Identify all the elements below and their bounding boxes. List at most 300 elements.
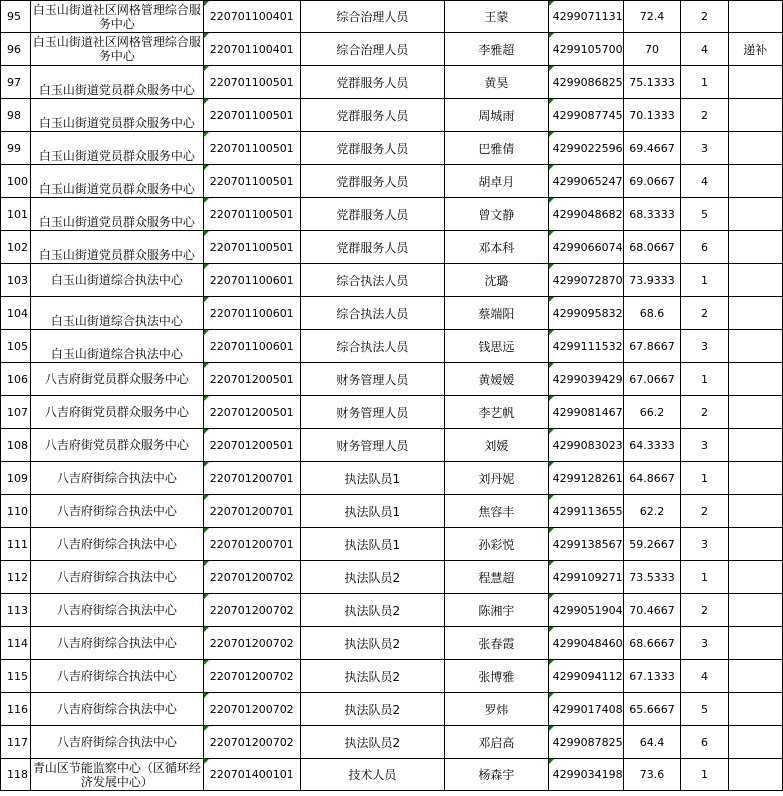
position-cell[interactable]	[300, 1, 444, 33]
exam-number-cell[interactable]	[548, 33, 623, 66]
position-cell[interactable]	[300, 363, 444, 396]
unit-cell[interactable]	[30, 363, 203, 396]
row-number-text: 107	[7, 405, 28, 419]
exam-number-cell[interactable]	[548, 363, 623, 396]
table-row[interactable]	[1, 528, 783, 561]
rank-cell[interactable]	[681, 660, 728, 693]
unit-cell[interactable]	[30, 396, 203, 429]
rank-text: 1	[700, 372, 708, 386]
position-code-cell[interactable]	[203, 33, 300, 66]
position-code-text: 220701200701	[209, 504, 294, 518]
candidate-name-text: 张春霞	[478, 636, 515, 651]
candidate-name-cell[interactable]	[445, 297, 549, 330]
unit-text: 白玉山街道党员群众服务中心	[38, 83, 195, 97]
candidate-name-cell[interactable]	[445, 363, 549, 396]
position-cell[interactable]	[300, 297, 444, 330]
position-cell[interactable]	[300, 132, 444, 165]
rank-cell[interactable]	[681, 561, 728, 594]
position-text: 党群服务人员	[336, 207, 409, 222]
score-cell[interactable]	[623, 33, 681, 66]
row-number-cell[interactable]	[1, 495, 31, 528]
position-code-text: 220701100501	[209, 141, 294, 155]
row-number-text: 102	[7, 240, 28, 254]
position-code-cell[interactable]	[203, 264, 300, 297]
row-number-text: 113	[7, 603, 28, 617]
note-cell[interactable]	[728, 396, 782, 429]
note-cell[interactable]	[728, 264, 782, 297]
score-cell[interactable]	[623, 198, 681, 231]
position-code-cell[interactable]	[203, 297, 300, 330]
exam-number-cell[interactable]	[548, 231, 623, 264]
note-cell[interactable]	[728, 495, 782, 528]
row-number-cell[interactable]	[1, 165, 31, 198]
rank-cell[interactable]	[681, 132, 728, 165]
table-row[interactable]	[1, 495, 783, 528]
position-cell[interactable]	[300, 99, 444, 132]
position-code-cell[interactable]	[203, 132, 300, 165]
note-cell[interactable]	[728, 429, 782, 462]
row-number-cell[interactable]	[1, 330, 31, 363]
unit-cell[interactable]	[30, 660, 203, 693]
note-cell[interactable]	[728, 66, 782, 99]
rank-cell[interactable]	[681, 429, 728, 462]
row-number-text: 110	[7, 504, 28, 518]
unit-cell[interactable]	[30, 165, 203, 198]
candidate-name-cell[interactable]	[445, 627, 549, 660]
candidate-name-cell[interactable]	[445, 726, 549, 759]
rank-cell[interactable]	[681, 396, 728, 429]
table-row[interactable]	[1, 363, 783, 396]
score-cell[interactable]	[623, 231, 681, 264]
score-text: 75.1333	[629, 75, 675, 89]
note-text: 递补	[743, 42, 768, 57]
rank-cell[interactable]	[681, 495, 728, 528]
score-cell[interactable]	[623, 561, 681, 594]
position-cell[interactable]	[300, 66, 444, 99]
position-cell[interactable]	[300, 726, 444, 759]
exam-number-cell[interactable]	[548, 264, 623, 297]
rank-text: 1	[700, 273, 708, 287]
rank-cell[interactable]	[681, 363, 728, 396]
row-number-cell[interactable]	[1, 99, 31, 132]
score-cell[interactable]	[623, 429, 681, 462]
exam-number-text: 4299111532	[552, 339, 623, 353]
score-cell[interactable]	[623, 660, 681, 693]
table-row[interactable]	[1, 660, 783, 693]
exam-number-cell[interactable]	[548, 165, 623, 198]
candidate-name-cell[interactable]	[445, 528, 549, 561]
note-cell[interactable]	[728, 660, 782, 693]
table-row[interactable]	[1, 561, 783, 594]
position-cell[interactable]	[300, 495, 444, 528]
row-number-text: 111	[7, 537, 28, 551]
position-code-cell[interactable]	[203, 594, 300, 627]
row-number-cell[interactable]	[1, 726, 31, 759]
candidate-name-cell[interactable]	[445, 594, 549, 627]
row-number-text: 109	[7, 471, 28, 485]
table-row[interactable]	[1, 66, 783, 99]
exam-number-text: 4299086825	[552, 75, 623, 89]
exam-number-cell[interactable]	[548, 132, 623, 165]
unit-cell[interactable]	[30, 198, 203, 231]
note-cell[interactable]	[728, 693, 782, 726]
note-cell[interactable]	[728, 594, 782, 627]
position-code-cell[interactable]	[203, 561, 300, 594]
position-cell[interactable]	[300, 429, 444, 462]
exam-number-cell[interactable]	[548, 396, 623, 429]
position-code-text: 220701200702	[209, 636, 294, 650]
candidate-name-text: 巴雅倩	[478, 141, 515, 156]
candidate-name-cell[interactable]	[445, 264, 549, 297]
position-cell[interactable]	[300, 594, 444, 627]
rank-cell[interactable]	[681, 528, 728, 561]
row-number-cell[interactable]	[1, 660, 31, 693]
candidate-name-text: 邓启高	[478, 735, 515, 750]
candidate-name-cell[interactable]	[445, 132, 549, 165]
score-cell[interactable]	[623, 1, 681, 33]
score-cell[interactable]	[623, 330, 681, 363]
position-cell[interactable]	[300, 561, 444, 594]
score-cell[interactable]	[623, 99, 681, 132]
rank-text: 5	[700, 702, 708, 716]
position-code-text: 220701200501	[209, 372, 294, 386]
row-number-cell[interactable]	[1, 759, 31, 791]
position-cell[interactable]	[300, 528, 444, 561]
rank-cell[interactable]	[681, 33, 728, 66]
position-code-text: 220701200501	[209, 405, 294, 419]
position-code-text: 220701100401	[209, 42, 294, 56]
position-code-cell[interactable]	[203, 726, 300, 759]
unit-cell[interactable]	[30, 759, 203, 791]
position-cell[interactable]	[300, 165, 444, 198]
row-number-cell[interactable]	[1, 198, 31, 231]
unit-cell[interactable]	[30, 132, 203, 165]
exam-number-cell[interactable]	[548, 561, 623, 594]
unit-cell[interactable]	[30, 66, 203, 99]
position-code-cell[interactable]	[203, 429, 300, 462]
table-row[interactable]	[1, 264, 783, 297]
rank-cell[interactable]	[681, 330, 728, 363]
row-number-cell[interactable]	[1, 1, 31, 33]
rank-cell[interactable]	[681, 1, 728, 33]
row-number-cell[interactable]	[1, 264, 31, 297]
unit-text: 八吉府街综合执法中心	[56, 471, 177, 485]
position-code-cell[interactable]	[203, 1, 300, 33]
position-code-cell[interactable]	[203, 627, 300, 660]
score-text: 73.9333	[629, 273, 675, 287]
unit-text: 青山区节能监察中心（区循环经济发展中心）	[32, 760, 201, 789]
candidate-name-cell[interactable]	[445, 231, 549, 264]
candidate-name-cell[interactable]	[445, 165, 549, 198]
exam-number-text: 4299138567	[552, 537, 623, 551]
table-row[interactable]	[1, 165, 783, 198]
unit-cell[interactable]	[30, 528, 203, 561]
position-cell[interactable]	[300, 627, 444, 660]
candidate-name-cell[interactable]	[445, 561, 549, 594]
note-cell[interactable]	[728, 561, 782, 594]
rank-cell[interactable]	[681, 165, 728, 198]
exam-number-cell[interactable]	[548, 99, 623, 132]
exam-number-text: 4299081467	[552, 405, 623, 419]
note-cell[interactable]	[728, 330, 782, 363]
exam-number-cell[interactable]	[548, 429, 623, 462]
exam-number-cell[interactable]	[548, 726, 623, 759]
unit-cell[interactable]	[30, 594, 203, 627]
table-row[interactable]	[1, 198, 783, 231]
note-cell[interactable]	[728, 462, 782, 495]
rank-cell[interactable]	[681, 264, 728, 297]
table-row[interactable]	[1, 132, 783, 165]
position-code-text: 220701400101	[209, 768, 294, 781]
exam-number-cell[interactable]	[548, 462, 623, 495]
row-number-cell[interactable]	[1, 231, 31, 264]
unit-cell[interactable]	[30, 231, 203, 264]
table-row[interactable]	[1, 594, 783, 627]
position-code-cell[interactable]	[203, 396, 300, 429]
table-row[interactable]	[1, 396, 783, 429]
position-code-cell[interactable]	[203, 231, 300, 264]
candidate-name-cell[interactable]	[445, 495, 549, 528]
note-cell[interactable]	[728, 132, 782, 165]
table-row[interactable]	[1, 627, 783, 660]
unit-text: 八吉府街综合执法中心	[56, 636, 177, 650]
score-text: 73.5333	[629, 570, 675, 584]
position-text: 执法队员2	[344, 702, 401, 717]
row-number-cell[interactable]	[1, 462, 31, 495]
candidate-name-cell[interactable]	[445, 660, 549, 693]
exam-number-cell[interactable]	[548, 495, 623, 528]
unit-cell[interactable]	[30, 495, 203, 528]
unit-text: 八吉府街综合执法中心	[56, 570, 177, 584]
position-code-cell[interactable]	[203, 528, 300, 561]
unit-cell[interactable]	[30, 264, 203, 297]
note-cell[interactable]	[728, 528, 782, 561]
unit-cell[interactable]	[30, 693, 203, 726]
rank-cell[interactable]	[681, 231, 728, 264]
score-cell[interactable]	[623, 726, 681, 759]
position-code-cell[interactable]	[203, 693, 300, 726]
exam-number-cell[interactable]	[548, 528, 623, 561]
score-cell[interactable]	[623, 264, 681, 297]
candidate-name-text: 曾文静	[478, 207, 515, 222]
position-code-cell[interactable]	[203, 462, 300, 495]
unit-cell[interactable]	[30, 627, 203, 660]
table-row[interactable]	[1, 99, 783, 132]
position-cell[interactable]	[300, 660, 444, 693]
note-cell[interactable]	[728, 627, 782, 660]
position-text: 执法队员2	[344, 636, 401, 651]
position-code-cell[interactable]	[203, 660, 300, 693]
note-cell[interactable]	[728, 726, 782, 759]
row-number-cell[interactable]	[1, 363, 31, 396]
exam-number-cell[interactable]	[548, 1, 623, 33]
score-cell[interactable]	[623, 66, 681, 99]
note-cell[interactable]	[728, 33, 782, 66]
candidate-name-text: 孙彩悦	[478, 537, 515, 552]
exam-number-text: 4299034198	[552, 768, 623, 781]
exam-number-text: 4299051904	[552, 603, 623, 617]
rank-cell[interactable]	[681, 462, 728, 495]
position-code-cell[interactable]	[203, 66, 300, 99]
note-cell[interactable]	[728, 297, 782, 330]
unit-text: 八吉府街综合执法中心	[56, 603, 177, 617]
note-cell[interactable]	[728, 165, 782, 198]
score-cell[interactable]	[623, 132, 681, 165]
table-row[interactable]	[1, 726, 783, 759]
position-code-cell[interactable]	[203, 165, 300, 198]
exam-number-cell[interactable]	[548, 330, 623, 363]
row-number-cell[interactable]	[1, 33, 31, 66]
position-code-text: 220701200501	[209, 438, 294, 452]
rank-text: 2	[700, 405, 708, 419]
candidate-name-cell[interactable]	[445, 330, 549, 363]
table-row[interactable]	[1, 429, 783, 462]
rank-cell[interactable]	[681, 627, 728, 660]
table-body	[1, 1, 783, 791]
position-cell[interactable]	[300, 396, 444, 429]
score-cell[interactable]	[623, 495, 681, 528]
position-code-cell[interactable]	[203, 363, 300, 396]
table-row[interactable]	[1, 231, 783, 264]
score-text: 70	[645, 42, 660, 56]
note-cell[interactable]	[728, 99, 782, 132]
score-cell[interactable]	[623, 693, 681, 726]
rank-text: 5	[700, 207, 708, 221]
exam-number-cell[interactable]	[548, 693, 623, 726]
exam-number-cell[interactable]	[548, 198, 623, 231]
position-code-cell[interactable]	[203, 198, 300, 231]
exam-number-cell[interactable]	[548, 594, 623, 627]
score-cell[interactable]	[623, 462, 681, 495]
row-number-cell[interactable]	[1, 561, 31, 594]
table-row[interactable]	[1, 330, 783, 363]
score-text: 62.2	[639, 504, 665, 518]
row-number-cell[interactable]	[1, 693, 31, 726]
unit-cell[interactable]	[30, 33, 203, 66]
rank-cell[interactable]	[681, 66, 728, 99]
candidate-name-cell[interactable]	[445, 429, 549, 462]
note-cell[interactable]	[728, 363, 782, 396]
row-number-cell[interactable]	[1, 528, 31, 561]
rank-cell[interactable]	[681, 726, 728, 759]
position-cell[interactable]	[300, 198, 444, 231]
note-cell[interactable]	[728, 231, 782, 264]
exam-number-cell[interactable]	[548, 660, 623, 693]
row-number-cell[interactable]	[1, 396, 31, 429]
table-row[interactable]	[1, 759, 783, 791]
rank-cell[interactable]	[681, 594, 728, 627]
candidate-name-text: 陈湘宇	[478, 603, 515, 618]
exam-number-text: 4299113655	[552, 504, 623, 518]
score-cell[interactable]	[623, 594, 681, 627]
table-row[interactable]	[1, 33, 783, 66]
exam-number-cell[interactable]	[548, 297, 623, 330]
exam-number-cell[interactable]	[548, 66, 623, 99]
unit-cell[interactable]	[30, 429, 203, 462]
unit-cell[interactable]	[30, 297, 203, 330]
unit-cell[interactable]	[30, 1, 203, 33]
table-row[interactable]	[1, 297, 783, 330]
candidate-name-cell[interactable]	[445, 396, 549, 429]
position-text: 党群服务人员	[336, 75, 409, 90]
position-cell[interactable]	[300, 462, 444, 495]
table-row[interactable]	[1, 1, 783, 33]
row-number-cell[interactable]	[1, 429, 31, 462]
score-text: 67.8667	[629, 339, 675, 353]
row-number-cell[interactable]	[1, 297, 31, 330]
row-number-text: 117	[7, 735, 28, 749]
score-cell[interactable]	[623, 627, 681, 660]
row-number-cell[interactable]	[1, 132, 31, 165]
table-row[interactable]	[1, 462, 783, 495]
unit-cell[interactable]	[30, 561, 203, 594]
candidate-name-cell[interactable]	[445, 66, 549, 99]
note-cell[interactable]	[728, 1, 782, 33]
score-cell[interactable]	[623, 528, 681, 561]
candidate-name-cell[interactable]	[445, 1, 549, 33]
score-cell[interactable]	[623, 363, 681, 396]
unit-cell[interactable]	[30, 330, 203, 363]
position-cell[interactable]	[300, 330, 444, 363]
position-cell[interactable]	[300, 231, 444, 264]
candidate-name-cell[interactable]	[445, 462, 549, 495]
rank-cell[interactable]	[681, 99, 728, 132]
score-cell[interactable]	[623, 759, 681, 791]
unit-cell[interactable]	[30, 99, 203, 132]
unit-cell[interactable]	[30, 462, 203, 495]
position-code-cell[interactable]	[203, 330, 300, 363]
rank-cell[interactable]	[681, 759, 728, 791]
candidate-name-cell[interactable]	[445, 759, 549, 791]
row-number-text: 99	[7, 141, 21, 155]
exam-number-cell[interactable]	[548, 759, 623, 791]
rank-text: 3	[700, 636, 708, 650]
score-text: 68.6667	[629, 636, 675, 650]
score-cell[interactable]	[623, 297, 681, 330]
candidate-name-cell[interactable]	[445, 33, 549, 66]
rank-text: 2	[700, 504, 708, 518]
candidate-name-cell[interactable]	[445, 99, 549, 132]
note-cell[interactable]	[728, 759, 782, 791]
exam-number-cell[interactable]	[548, 627, 623, 660]
row-number-text: 108	[7, 438, 28, 452]
position-cell[interactable]	[300, 759, 444, 791]
score-text: 64.8667	[629, 471, 675, 485]
position-code-cell[interactable]	[203, 495, 300, 528]
rank-cell[interactable]	[681, 198, 728, 231]
position-code-cell[interactable]	[203, 759, 300, 791]
unit-cell[interactable]	[30, 726, 203, 759]
position-code-cell[interactable]	[203, 99, 300, 132]
row-number-cell[interactable]	[1, 66, 31, 99]
row-number-cell[interactable]	[1, 594, 31, 627]
score-cell[interactable]	[623, 165, 681, 198]
note-cell[interactable]	[728, 198, 782, 231]
rank-cell[interactable]	[681, 693, 728, 726]
position-code-text: 220701200702	[209, 570, 294, 584]
score-cell[interactable]	[623, 396, 681, 429]
position-code-text: 220701200702	[209, 603, 294, 617]
row-number-cell[interactable]	[1, 627, 31, 660]
position-cell[interactable]	[300, 264, 444, 297]
candidate-name-text: 沈璐	[484, 273, 509, 288]
table-row[interactable]	[1, 693, 783, 726]
candidate-name-cell[interactable]	[445, 198, 549, 231]
position-cell[interactable]	[300, 33, 444, 66]
rank-cell[interactable]	[681, 297, 728, 330]
position-cell[interactable]	[300, 693, 444, 726]
candidate-name-cell[interactable]	[445, 693, 549, 726]
